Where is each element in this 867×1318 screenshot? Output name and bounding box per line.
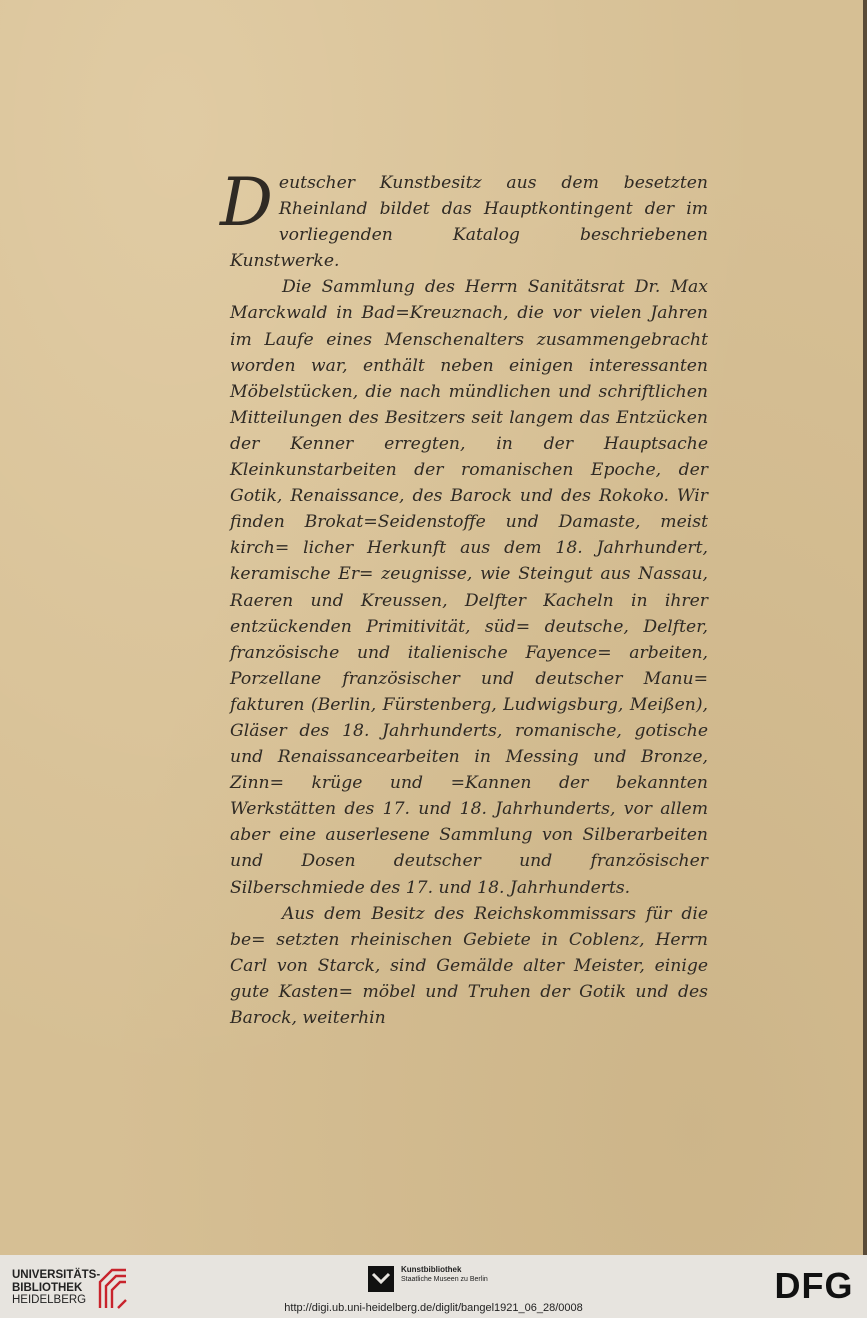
ub-line-1: UNIVERSITÄTS-: [12, 1269, 101, 1282]
ub-line-3: HEIDELBERG: [12, 1294, 87, 1307]
paragraph-intro-text: eutscher Kunstbesitz aus dem besetzten Rheinland bildet das Hauptkontingent der im vorliegenden Katalog beschriebenen Kunstwerke.: [230, 173, 708, 272]
kunstbibliothek-logo[interactable]: [368, 1265, 488, 1292]
kunstbibliothek-icon: [368, 1266, 394, 1292]
paragraph-starck: Aus dem Besitz des Reichskommissars für die be= setzten rheinischen Gebiete in Coblenz, Herrn Carl von Starck, sind Gemälde alter Meister, einige gute Kasten= möbel und Truhen der Gotik und des Barock, weiterhin: [230, 903, 708, 1028]
dfg-logo[interactable]: [772, 1269, 856, 1303]
page-edge: [863, 0, 867, 1255]
dfg-label: DFG: [774, 1269, 854, 1303]
permalink-url[interactable]: http://digi.ub.uni-heidelberg.de/diglit/bangel1921_06_28/0008: [284, 1302, 583, 1314]
catalog-text: [220, 164, 708, 1031]
kunstbibliothek-text: [401, 1265, 488, 1285]
paragraph-marckwald: Die Sammlung des Herrn Sanitätsrat Dr. Max Marckwald in Bad=Kreuznach, die vor vielen Jahren im Laufe eines Menschenalters zusammengebracht worden war, enthält neben einigen interessanten Möbelstücken, die nach mündlichen und schriftlichen Mitteilungen des Besitzers seit langem das Entzücken der Kenner erregten, in der Hauptsache Kleinkunstarbeiten der romanischen Epoche, der Gotik, Renaissance, des Barock und des Rokoko. Wir finden Brokat=Seidenstoffe und Damaste, meist kirch= licher Herkunft aus dem 18. Jahrhundert, keramische Er= zeugnisse, wie Steingut aus Nassau, Raeren und Kreussen, Delfter Kacheln in ihrer entzückenden Primitivität, süd= deutsche, Delfter, französische und italienische Fayence= arbeiten, Porzellane französischer und deutscher Manu= fakturen (Berlin, Fürstenberg, Ludwigsburg, Meißen), Gläser des 18. Jahrhunderts, romanische, gotische und Renaissancearbeiten in Messing und Bronze, Zinn= krüge und =Kannen der bekannten Werkstätten des 17. und 18. Jahrhunderts, vor allem aber eine auserlesene Sammlung von Silberarbeiten und Dosen deutscher und französischer Silberschmiede des 17. und 18. Jahrhunderts.: [230, 277, 708, 898]
kunstbibliothek-subtitle: Staatliche Museen zu Berlin: [401, 1276, 488, 1283]
kunstbibliothek-title: Kunstbibliothek: [401, 1265, 462, 1274]
dropcap: D: [220, 164, 273, 241]
ub-line-2: BIBLIOTHEK: [12, 1281, 83, 1294]
paragraph-intro: [220, 164, 708, 274]
